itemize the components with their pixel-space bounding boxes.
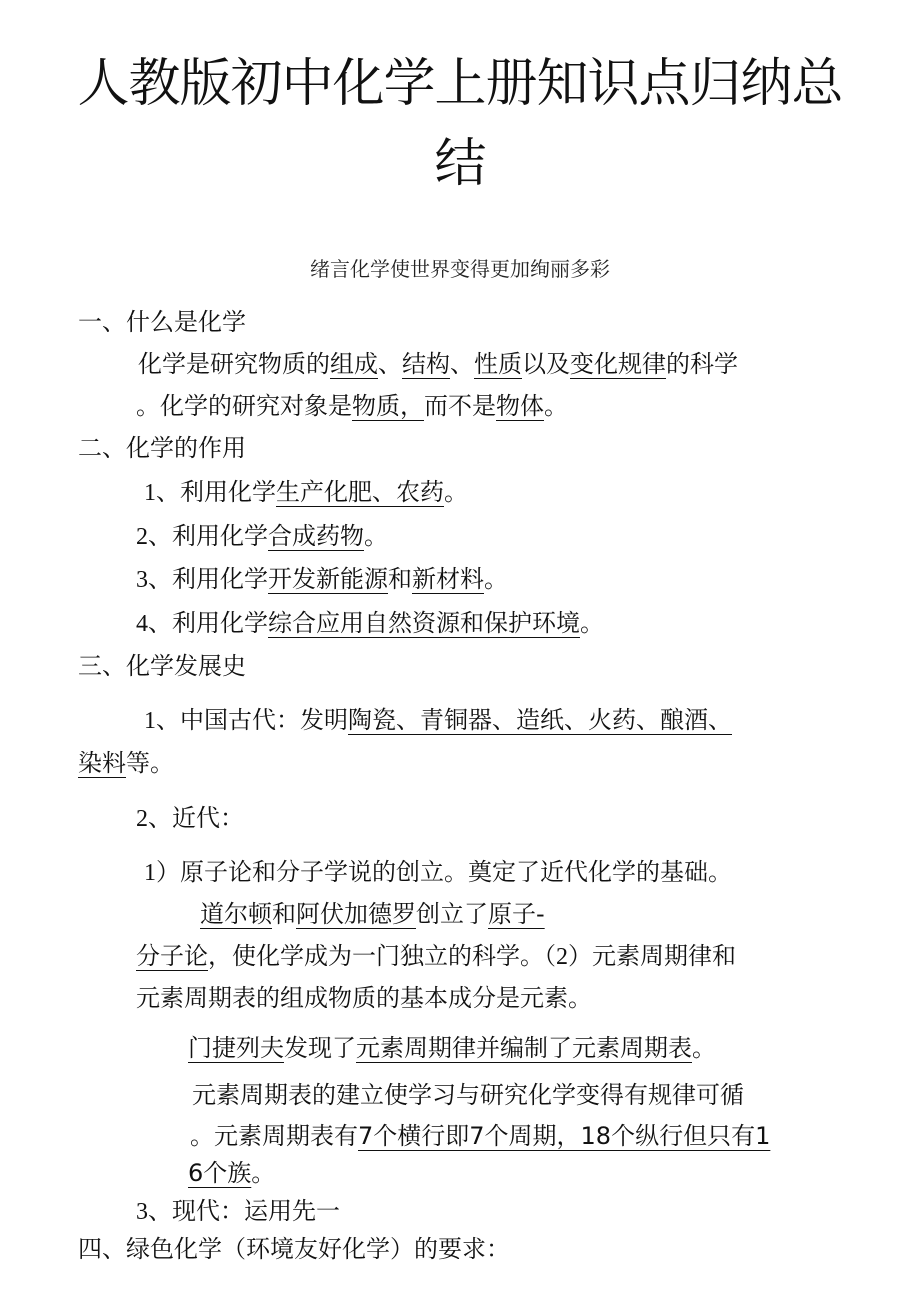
- list-item: [136, 519, 388, 554]
- underlined-term: 元素周期律并编制了元素周期表: [356, 1034, 692, 1062]
- item-number: 3: [136, 567, 148, 593]
- item-number: 2: [556, 944, 568, 970]
- atom-theory-line: [144, 855, 732, 890]
- section-heading-2: 二、化学的作用: [78, 434, 246, 462]
- underlined-name-avogadro: 阿伏加德罗: [296, 900, 416, 928]
- text: 、利用化学: [148, 609, 268, 637]
- underlined-term: 分子论: [136, 942, 208, 970]
- text: 创立了: [416, 900, 488, 928]
- text: 、利用化学: [148, 522, 268, 550]
- item-number: 4: [136, 611, 148, 637]
- text: 而不是: [424, 392, 496, 420]
- subtitle: 绪言化学使世界变得更加绚丽多彩: [310, 257, 610, 281]
- periodic-table-line1: 元素周期表的建立使学习与研究化学变得有规律可循: [192, 1081, 744, 1109]
- text: 。: [544, 392, 568, 420]
- text: 和: [388, 565, 412, 593]
- underlined-term: 陶瓷、青铜器、造纸、火药、酿酒、: [348, 706, 732, 734]
- underlined-term-property: 性质: [474, 350, 522, 378]
- item-number: 2: [136, 806, 148, 832]
- underlined-term: 6个族: [188, 1159, 252, 1187]
- text: 。化学的研究对象是: [136, 392, 352, 420]
- text: ）元素周期律和: [568, 942, 736, 970]
- text: 、近代：: [148, 804, 244, 832]
- underlined-term-substance: 物质，: [352, 392, 424, 420]
- text: 。: [580, 609, 604, 637]
- underlined-term: 7个横行即7个周期，18个纵行但只有1: [358, 1122, 771, 1150]
- underlined-name-dalton: 道尔顿: [200, 900, 272, 928]
- underlined-term-object: 物体: [496, 392, 544, 420]
- modern-era-line: [136, 1194, 340, 1229]
- section-heading-1: 一、什么是化学: [78, 308, 246, 336]
- underlined-term: 生产化肥、农药: [276, 478, 444, 506]
- underlined-term: 开发新能源: [268, 565, 388, 593]
- text: 。: [444, 478, 468, 506]
- underlined-term: 新材料: [412, 565, 484, 593]
- text: 。: [484, 565, 508, 593]
- text: 、利用化学: [148, 565, 268, 593]
- list-item: [144, 475, 468, 510]
- text: 化学是研究物质的: [138, 350, 330, 378]
- modern-heading: [136, 801, 244, 836]
- text: ）原子论和分子学说的创立。奠定了近代化学的基础。: [156, 858, 732, 886]
- text: 、中国古代：发明: [156, 706, 348, 734]
- underlined-term: 原子-: [488, 900, 545, 928]
- mendeleev-line: [188, 1031, 716, 1065]
- underlined-term: 综合应用自然资源和保护环境: [268, 609, 580, 637]
- text: 、: [450, 350, 474, 378]
- item-number: 2: [136, 524, 148, 550]
- periodic-table-line3: [188, 1156, 275, 1190]
- underlined-term-structure: 结构: [402, 350, 450, 378]
- underlined-term-change-law: 变化规律: [570, 350, 666, 378]
- list-item: [136, 562, 508, 597]
- dalton-line: [200, 897, 545, 931]
- underlined-term-composition: 组成: [330, 350, 378, 378]
- text: 、现代：运用先一: [148, 1197, 340, 1225]
- text: 。: [692, 1034, 716, 1062]
- underlined-term: 合成药物: [268, 522, 364, 550]
- document-title: 人教版初中化学上册知识点归纳总结: [77, 54, 843, 194]
- section-heading-4: 四、绿色化学（环境友好化学）的要求：: [78, 1235, 510, 1263]
- text: 发现了: [284, 1034, 356, 1062]
- text: 。: [251, 1159, 276, 1187]
- text: 等。: [126, 749, 174, 777]
- paragraph-definition-line1: [138, 347, 738, 381]
- text: 的科学: [666, 350, 738, 378]
- ancient-china-line1: [144, 703, 732, 738]
- molecule-theory-line: [136, 939, 736, 974]
- text: 和: [272, 900, 296, 928]
- item-number: 3: [136, 1199, 148, 1225]
- underlined-name-mendeleev: 门捷列夫: [188, 1034, 284, 1062]
- list-item: [136, 606, 604, 641]
- item-number: 1: [144, 480, 156, 506]
- text: 。: [364, 522, 388, 550]
- text: 。元素周期表有: [190, 1122, 358, 1150]
- paragraph-definition-line2: [136, 389, 568, 423]
- periodic-line: 元素周期表的组成物质的基本成分是元素。: [136, 984, 592, 1012]
- item-number: 1: [144, 860, 156, 886]
- text: 、利用化学: [156, 478, 276, 506]
- item-number: 1: [144, 708, 156, 734]
- text: 以及: [522, 350, 570, 378]
- underlined-term: 染料: [78, 749, 126, 777]
- text: 、: [378, 350, 402, 378]
- ancient-china-line2: [78, 746, 174, 780]
- section-heading-3: 三、化学发展史: [78, 652, 246, 680]
- periodic-table-line2: [190, 1119, 770, 1153]
- text: ，使化学成为一门独立的科学。（: [208, 942, 556, 970]
